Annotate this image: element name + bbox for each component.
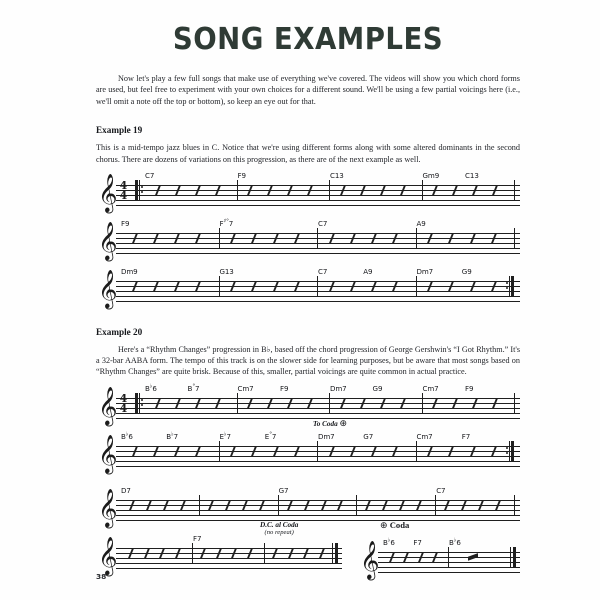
repeat-end-barline bbox=[508, 276, 514, 297]
barline bbox=[332, 543, 333, 564]
chord-symbol: B♭6 bbox=[449, 537, 461, 547]
staff-lines bbox=[116, 500, 520, 520]
chord-symbol: Dm7 bbox=[318, 431, 335, 441]
treble-clef-icon: 𝄞 bbox=[98, 385, 118, 425]
barline bbox=[356, 495, 357, 516]
chord-symbol: B♭6 bbox=[145, 383, 157, 393]
final-barline bbox=[513, 547, 516, 568]
staff-line bbox=[116, 515, 520, 516]
barline bbox=[514, 180, 515, 201]
repeat-start-barline bbox=[135, 393, 141, 414]
example-20-heading: Example 20 bbox=[96, 326, 143, 337]
staff-line bbox=[116, 185, 520, 186]
chord-symbol-row bbox=[96, 418, 520, 441]
chord-symbol: B°7 bbox=[187, 383, 200, 393]
staff-lines bbox=[378, 552, 520, 572]
treble-clef-icon: 𝄞 bbox=[98, 172, 118, 212]
barline bbox=[448, 547, 449, 568]
chord-symbol: F7 bbox=[193, 533, 202, 543]
chord-symbol: B♭7 bbox=[166, 431, 179, 441]
chord-symbol: Dm7 bbox=[330, 383, 347, 393]
chord-symbol: G13 bbox=[219, 266, 234, 276]
staff-system bbox=[96, 217, 520, 261]
chord-symbol: C13 bbox=[465, 170, 479, 180]
time-signature-denominator: 4 bbox=[119, 189, 128, 203]
coda-heading bbox=[380, 520, 409, 531]
chord-symbol: B♭6 bbox=[383, 537, 395, 547]
staff-line bbox=[116, 253, 520, 254]
staff-line bbox=[116, 500, 520, 501]
coda-label: Coda bbox=[389, 519, 410, 530]
staff-line bbox=[116, 243, 520, 244]
chord-symbol: Cm7 bbox=[416, 431, 433, 441]
example-19-notation bbox=[96, 169, 520, 309]
chord-symbol: F9 bbox=[121, 218, 130, 228]
barline bbox=[219, 441, 220, 462]
staff-line bbox=[116, 248, 520, 249]
staff-line bbox=[116, 301, 520, 302]
staff-line bbox=[116, 466, 520, 467]
barline bbox=[510, 547, 511, 568]
staff-line bbox=[116, 520, 520, 521]
barline bbox=[416, 441, 417, 462]
example-20-notation bbox=[96, 382, 520, 582]
barline bbox=[329, 180, 330, 201]
barline bbox=[317, 228, 318, 249]
staff-line bbox=[116, 553, 342, 554]
time-signature bbox=[118, 178, 129, 203]
chord-symbol: A9 bbox=[363, 266, 373, 276]
coda-staff-system bbox=[358, 536, 520, 580]
staff-system bbox=[96, 519, 520, 582]
chord-symbol: Gm9 bbox=[422, 170, 440, 180]
treble-clef-icon: 𝄞 bbox=[98, 268, 118, 308]
treble-clef-icon: 𝄞 bbox=[360, 539, 380, 579]
treble-clef-icon: 𝄞 bbox=[98, 220, 118, 260]
barline bbox=[219, 276, 220, 297]
intro-paragraph: Now let's play a few full songs that make use of everything we've covered. The videos will show you which chord forms are used, but feel free to experiment with your own choices for a different sound. We'll be using a few partial voicings here (i.e., we'll omit a note off the top or bottom), so keep an eye out for that. bbox=[96, 74, 520, 106]
chord-symbol: C7 bbox=[436, 485, 446, 495]
final-barline bbox=[335, 543, 338, 564]
chord-symbol: C13 bbox=[330, 170, 344, 180]
chord-symbol-row bbox=[358, 536, 520, 547]
barline bbox=[237, 393, 238, 414]
staff-line bbox=[116, 200, 520, 201]
chord-symbol: Dm9 bbox=[121, 266, 138, 276]
barline bbox=[422, 393, 423, 414]
staff-line bbox=[116, 461, 520, 462]
staff-system bbox=[96, 169, 520, 213]
staff-line bbox=[116, 413, 520, 414]
staff-line bbox=[116, 291, 520, 292]
chord-symbol: A9 bbox=[416, 218, 426, 228]
barline bbox=[416, 276, 417, 297]
treble-clef-icon: 𝄞 bbox=[98, 535, 118, 575]
chord-symbol: E°7 bbox=[264, 431, 277, 441]
barline bbox=[416, 228, 417, 249]
chord-symbol: C7 bbox=[318, 266, 328, 276]
chord-symbol: Cm7 bbox=[237, 383, 254, 393]
staff-system bbox=[96, 382, 520, 426]
chord-symbol: F9 bbox=[237, 170, 246, 180]
treble-clef-icon: 𝄞 bbox=[98, 487, 118, 527]
chord-symbol-row bbox=[96, 484, 520, 495]
staff-line bbox=[378, 567, 520, 568]
staff-line bbox=[378, 557, 520, 558]
page-number: 38 bbox=[96, 572, 107, 581]
staff-line bbox=[378, 572, 520, 573]
repeat-start-barline bbox=[135, 180, 141, 201]
chord-symbol: Dm7 bbox=[416, 266, 434, 276]
barline bbox=[422, 180, 423, 201]
chord-symbol: F9 bbox=[280, 383, 289, 393]
staff-line bbox=[116, 558, 342, 559]
chord-symbol: F7 bbox=[413, 537, 422, 547]
navigation-marking-sublabel: (no repeat) bbox=[264, 528, 294, 536]
barline bbox=[514, 393, 515, 414]
staff-system bbox=[96, 484, 520, 528]
chord-symbol: D7 bbox=[121, 485, 131, 495]
staff-line bbox=[116, 568, 342, 569]
chord-symbol: F♯°7 bbox=[219, 218, 234, 228]
time-signature bbox=[118, 391, 129, 416]
barline bbox=[192, 543, 193, 564]
example-19-heading: Example 19 bbox=[96, 125, 143, 136]
chord-symbol-row bbox=[96, 169, 520, 180]
chord-symbol-row bbox=[96, 265, 520, 276]
coda-icon: ⊕ bbox=[339, 418, 348, 429]
time-signature-denominator: 4 bbox=[119, 402, 128, 416]
time-signature-numerator: 4 bbox=[119, 391, 128, 405]
staff-line bbox=[378, 562, 520, 563]
chord-symbol: Cm7 bbox=[422, 383, 439, 393]
page-title: SONG EXAMPLES bbox=[172, 22, 444, 57]
chord-symbol: G9 bbox=[461, 266, 472, 276]
staff-system bbox=[96, 265, 520, 309]
chord-symbol: F7 bbox=[461, 431, 471, 441]
barline bbox=[278, 495, 279, 516]
barline bbox=[199, 495, 200, 516]
barline bbox=[329, 393, 330, 414]
treble-clef-icon: 𝄞 bbox=[98, 433, 118, 473]
chord-symbol: C7 bbox=[145, 170, 155, 180]
chord-symbol: G7 bbox=[363, 431, 374, 441]
chord-symbol: B♭6 bbox=[121, 431, 133, 441]
barline bbox=[264, 543, 265, 564]
barline bbox=[435, 495, 436, 516]
navigation-marking bbox=[260, 521, 298, 536]
chord-symbol: G9 bbox=[372, 383, 383, 393]
chord-symbol-row bbox=[96, 382, 520, 393]
chord-symbol: F9 bbox=[465, 383, 474, 393]
navigation-marking bbox=[313, 419, 347, 429]
staff-line bbox=[116, 296, 520, 297]
staff-line bbox=[378, 552, 520, 553]
barline bbox=[514, 495, 515, 516]
staff-line bbox=[116, 398, 520, 399]
staff-line bbox=[116, 505, 520, 506]
repeat-end-barline bbox=[508, 441, 514, 462]
chord-symbol-row bbox=[96, 217, 520, 228]
staff-system bbox=[96, 418, 520, 480]
staff-line bbox=[116, 205, 520, 206]
barline bbox=[219, 228, 220, 249]
barline bbox=[317, 441, 318, 462]
example-19-description: This is a mid-tempo jazz blues in C. Notice that we're using different forms along with some altered dominants in the second chorus. There are dozens of variations on this progression, as there are of the next example as well. bbox=[96, 143, 520, 164]
chord-symbol: C7 bbox=[318, 218, 328, 228]
staff-line bbox=[116, 563, 342, 564]
barline bbox=[237, 180, 238, 201]
chord-symbol: G7 bbox=[278, 485, 289, 495]
barline bbox=[317, 276, 318, 297]
coda-icon: ⊕ bbox=[380, 520, 388, 531]
barline bbox=[514, 228, 515, 249]
chord-symbol: E♭7 bbox=[219, 431, 231, 441]
example-20-description: Here's a “Rhythm Changes” progression in B♭, based off the chord progression of George Gershwin's “I Got Rhythm.” It's a 32-bar AABA form. The tempo of this track is on the slower side for learning purposes, but be aware that most songs based on “Rhythm Changes” are quite brisk. Because of this, smaller, partial voicings are quite common in actual practice. bbox=[96, 344, 520, 377]
staff-line bbox=[116, 510, 520, 511]
navigation-marking-label: D.C. al Coda bbox=[260, 520, 299, 529]
navigation-marking-label: To Coda bbox=[313, 419, 338, 428]
time-signature-numerator: 4 bbox=[119, 178, 128, 192]
staff-line bbox=[116, 456, 520, 457]
page-content bbox=[96, 0, 520, 582]
